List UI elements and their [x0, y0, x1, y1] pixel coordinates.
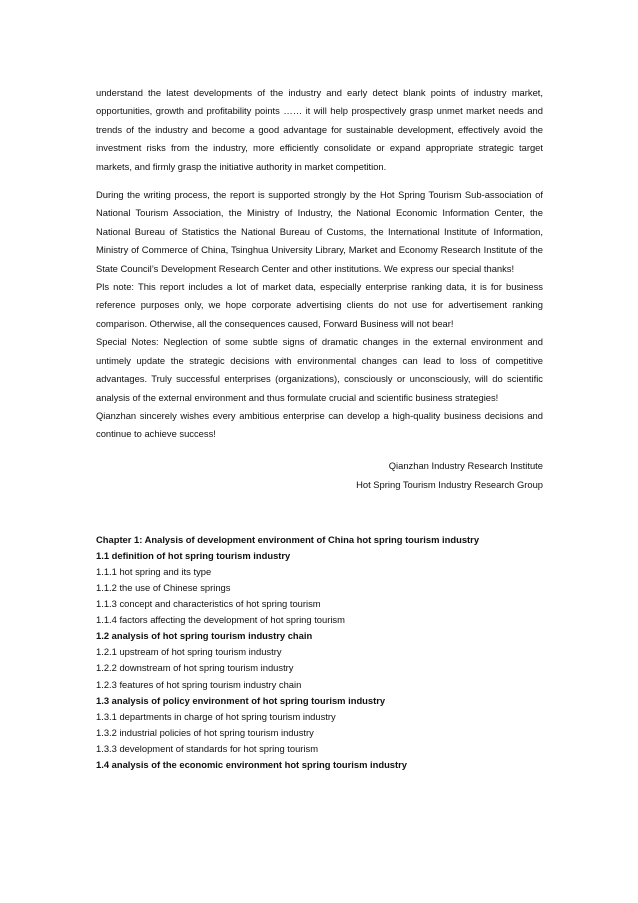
toc-subsection-item: 1.3.1 departments in charge of hot spring tourism industry — [96, 710, 336, 722]
intro-paragraph: understand the latest developments of the industry and early detect blank points of industry market, opportunities, growth and profitability points …… it will help prospectively grasp unmet market needs and trends of the industry and become a good advantage for sustainable development, effectively avoid the investment risks from the industry, more efficiently consolidate or expand appropriate strategic target markets, and firmly grasp the initiative authority in market competition. — [96, 87, 543, 172]
toc-subsection-item: 1.2.3 features of hot spring tourism industry chain — [96, 678, 302, 690]
toc-subsection-item: 1.3.2 industrial policies of hot spring tourism industry — [96, 726, 314, 738]
toc-entries — [96, 548, 543, 773]
signature-block — [96, 456, 543, 494]
note-paragraph: Pls note: This report includes a lot of market data, especially enterprise ranking data, it is for business reference purposes only, we hope corporate advertising clients do not use for advertisement ranking comparison. Otherwise, all the consequences caused, Forward Business will not bear! — [96, 281, 543, 329]
toc-subsection-item: 1.1.2 the use of Chinese springs — [96, 582, 231, 593]
toc-subsection-item: 1.2.2 downstream of hot spring tourism industry — [96, 662, 294, 674]
toc-subsection-item: 1.2.1 upstream of hot spring tourism industry — [96, 646, 282, 658]
toc-subsection-item: 1.1.1 hot spring and its type — [96, 565, 212, 577]
toc-subsection-item: 1.1.3 concept and characteristics of hot spring tourism — [96, 598, 321, 610]
toc-section-heading: 1.2 analysis of hot spring tourism industry chain — [96, 630, 313, 642]
document-page — [96, 84, 543, 773]
table-of-contents — [96, 532, 543, 773]
wishes-paragraph: Qianzhan sincerely wishes every ambitious enterprise can develop a high-quality business decisions and continue to achieve success! — [96, 409, 543, 440]
toc-section-heading: 1.1 definition of hot spring tourism industry — [96, 549, 291, 561]
toc-section-heading: 1.4 analysis of the economic environment hot spring tourism industry — [96, 759, 407, 771]
special-notes-paragraph: Special Notes: Neglection of some subtle signs of dramatic changes in the external environment and untimely update the strategic decisions with environmental changes can lead to loss of competitive advantages. Truly successful enterprises (organizations), consciously or unconsciously, will do scientific analysis of the external environment and thus formulate crucial and scientific business strategies! — [96, 336, 543, 403]
acknowledgement-paragraph: During the writing process, the report is supported strongly by the Hot Spring Tourism Sub-association of National Tourism Association, the Ministry of Industry, the National Economic Information Center, the National Bureau of Statistics the National Bureau of Customs, the International Institute of Information, Ministry of Commerce of China, Tsinghua University Library, Market and Economy Research Institute of the State Council’s Development Research Center and other institutions. We express our special thanks! — [96, 189, 543, 274]
toc-subsection-item: 1.1.4 factors affecting the development of hot spring tourism — [96, 614, 345, 626]
toc-section-heading: 1.3 analysis of policy environment of hot spring tourism industry — [96, 694, 386, 706]
toc-chapter-heading: Chapter 1: Analysis of development environment of China hot spring tourism industry — [96, 533, 480, 545]
signature-group: Hot Spring Tourism Industry Research Group — [356, 478, 543, 490]
toc-subsection-item: 1.3.3 development of standards for hot spring tourism — [96, 742, 318, 754]
signature-institute: Qianzhan Industry Research Institute — [388, 459, 543, 471]
